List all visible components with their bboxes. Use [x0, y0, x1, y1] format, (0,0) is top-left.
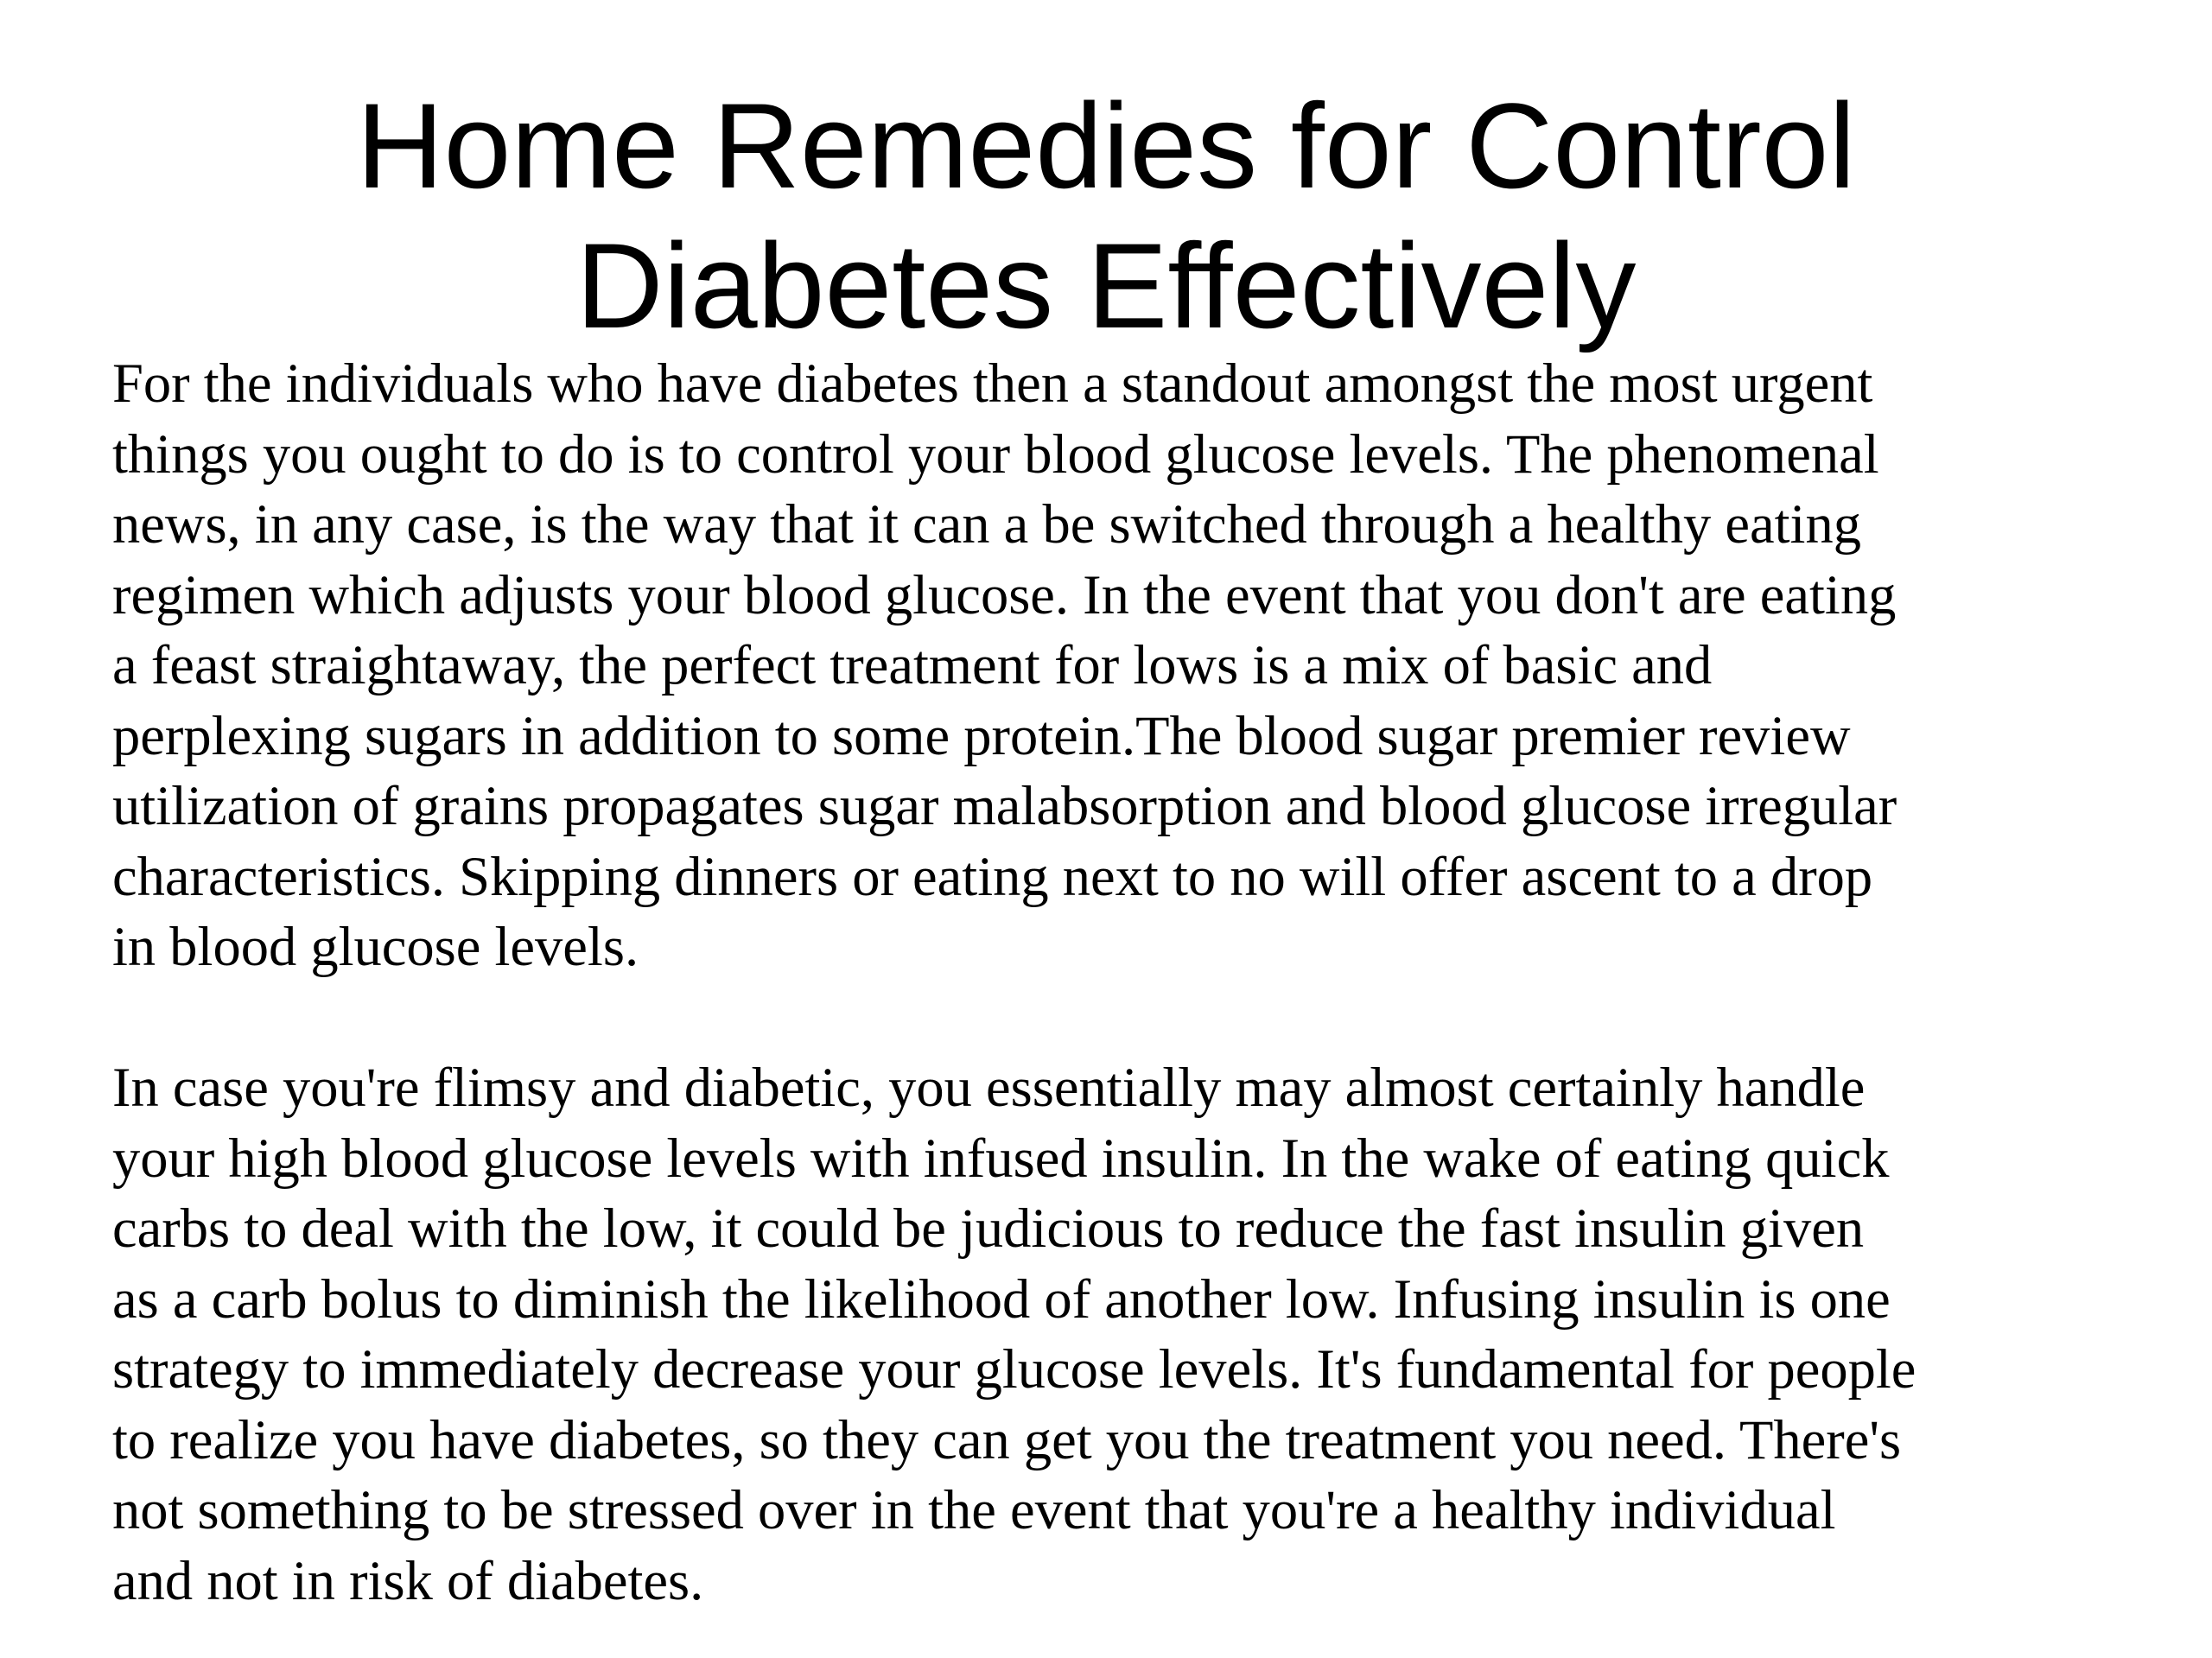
text-line: to realize you have diabetes, so they can get you the treatment you need. There's [112, 1408, 1902, 1471]
title-line-2: Diabetes Effectively [575, 218, 1637, 353]
text-line: not something to be stressed over in the event that you're a healthy individual [112, 1479, 1836, 1540]
title-line-1: Home Remedies for Control [356, 78, 1856, 213]
text-line: perplexing sugars in addition to some protein.The blood sugar premier review [112, 704, 1851, 766]
text-line: utilization of grains propagates sugar malabsorption and blood glucose irregular [112, 775, 1897, 836]
text-line: carbs to deal with the low, it could be judicious to reduce the fast insulin given [112, 1197, 1865, 1259]
page-title [0, 76, 2212, 356]
text-line: and not in risk of diabetes. [112, 1549, 704, 1611]
text-line: For the individuals who have diabetes then a standout amongst the most urgent [112, 353, 1873, 414]
text-line: in blood glucose levels. [112, 916, 639, 977]
text-line: news, in any case, is the way that it can a be switched through a healthy eating [112, 493, 1861, 555]
text-line: characteristics. Skipping dinners or eating next to no will offer ascent to a drop [112, 845, 1873, 907]
text-line: strategy to immediately decrease your glucose levels. It's fundamental for people [112, 1338, 1916, 1400]
text-line: regimen which adjusts your blood glucose. In the event that you don't are eating [112, 563, 1897, 626]
text-line: In case you're flimsy and diabetic, you essentially may almost certainly handle [112, 1057, 1866, 1118]
text-line: as a carb bolus to diminish the likelihood of another low. Infusing insulin is one [112, 1267, 1891, 1330]
paragraph-gap [112, 982, 2152, 1053]
text-line: a feast straightaway, the perfect treatment for lows is a mix of basic and [112, 634, 1713, 696]
paragraph-2 [112, 1052, 2152, 1616]
text-line: your high blood glucose levels with infused insulin. In the wake of eating quick [112, 1127, 1890, 1189]
paragraph-1 [112, 348, 2152, 982]
text-line: things you ought to do is to control your blood glucose levels. The phenomenal [112, 422, 1879, 485]
body-text [112, 348, 2152, 1616]
